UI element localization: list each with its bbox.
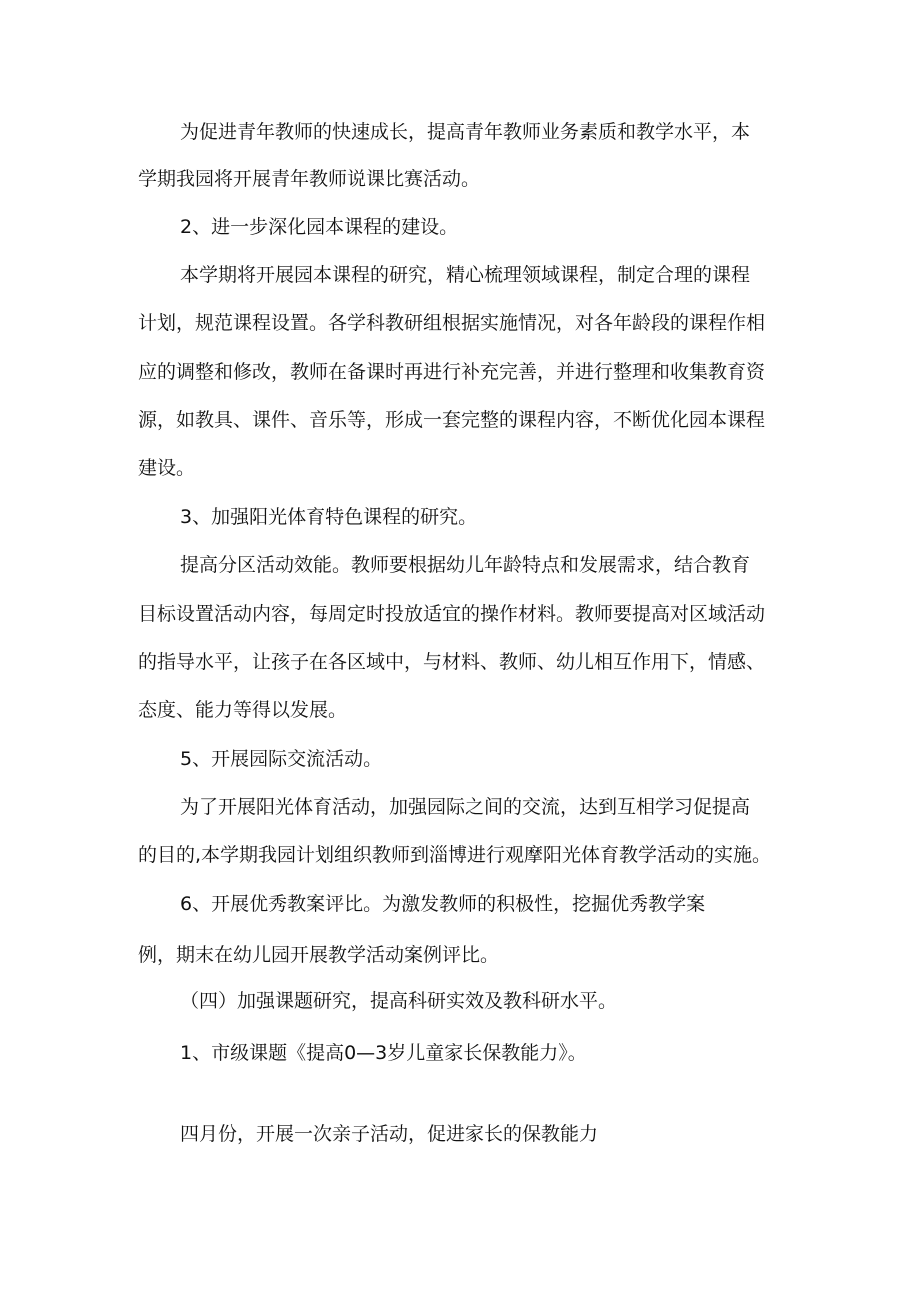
paragraph-line: 源，如教具、课件、音乐等，形成一套完整的课程内容，不断优化园本课程 (138, 409, 766, 431)
paragraph-line: 为了开展阳光体育活动，加强园际之间的交流，达到互相学习促提高 (180, 796, 751, 818)
paragraph-line: 例，期末在幼儿园开展教学活动案例评比。 (138, 944, 500, 966)
section-heading: 3、加强阳光体育特色课程的研究。 (180, 506, 478, 528)
paragraph-line: 建设。 (138, 457, 196, 479)
paragraph-line: 计划，规范课程设置。各学科教研组根据实施情况，对各年龄段的课程作相 (138, 312, 766, 334)
chapter-heading: （四）加强课题研究，提高科研实效及教科研水平。 (180, 990, 618, 1012)
paragraph-line: 应的调整和修改，教师在备课时再进行补充完善，并进行整理和收集教育资 (138, 361, 766, 383)
section-heading: 5、开展园际交流活动。 (180, 748, 383, 770)
paragraph-line: 本学期将开展园本课程的研究，精心梳理领域课程，制定合理的课程 (180, 264, 751, 286)
paragraph-line: 学期我园将开展青年教师说课比赛活动。 (138, 168, 481, 190)
paragraph-line: 提高分区活动效能。教师要根据幼儿年龄特点和发展需求，结合教育 (180, 554, 751, 576)
paragraph-line: 态度、能力等得以发展。 (138, 699, 348, 721)
section-heading: 6、开展优秀教案评比。为激发教师的积极性，挖掘优秀教学案 (180, 893, 706, 915)
section-heading: 2、进一步深化园本课程的建设。 (180, 216, 459, 238)
paragraph-line: 四月份，开展一次亲子活动，促进家长的保教能力 (180, 1123, 599, 1145)
paragraph-line: 目标设置活动内容，每周定时投放适宜的操作材料。教师要提高对区域活动 (138, 603, 766, 625)
paragraph-line: 的指导水平，让孩子在各区域中，与材料、教师、幼儿相互作用下，情感、 (138, 651, 766, 673)
section-heading: 1、市级课题《提高0—3岁儿童家长保教能力》。 (180, 1042, 587, 1064)
paragraph-line: 的目的,本学期我园计划组织教师到淄博进行观摩阳光体育教学活动的实施。 (138, 844, 772, 866)
paragraph-line: 为促进青年教师的快速成长，提高青年教师业务素质和教学水平，本 (180, 121, 751, 143)
